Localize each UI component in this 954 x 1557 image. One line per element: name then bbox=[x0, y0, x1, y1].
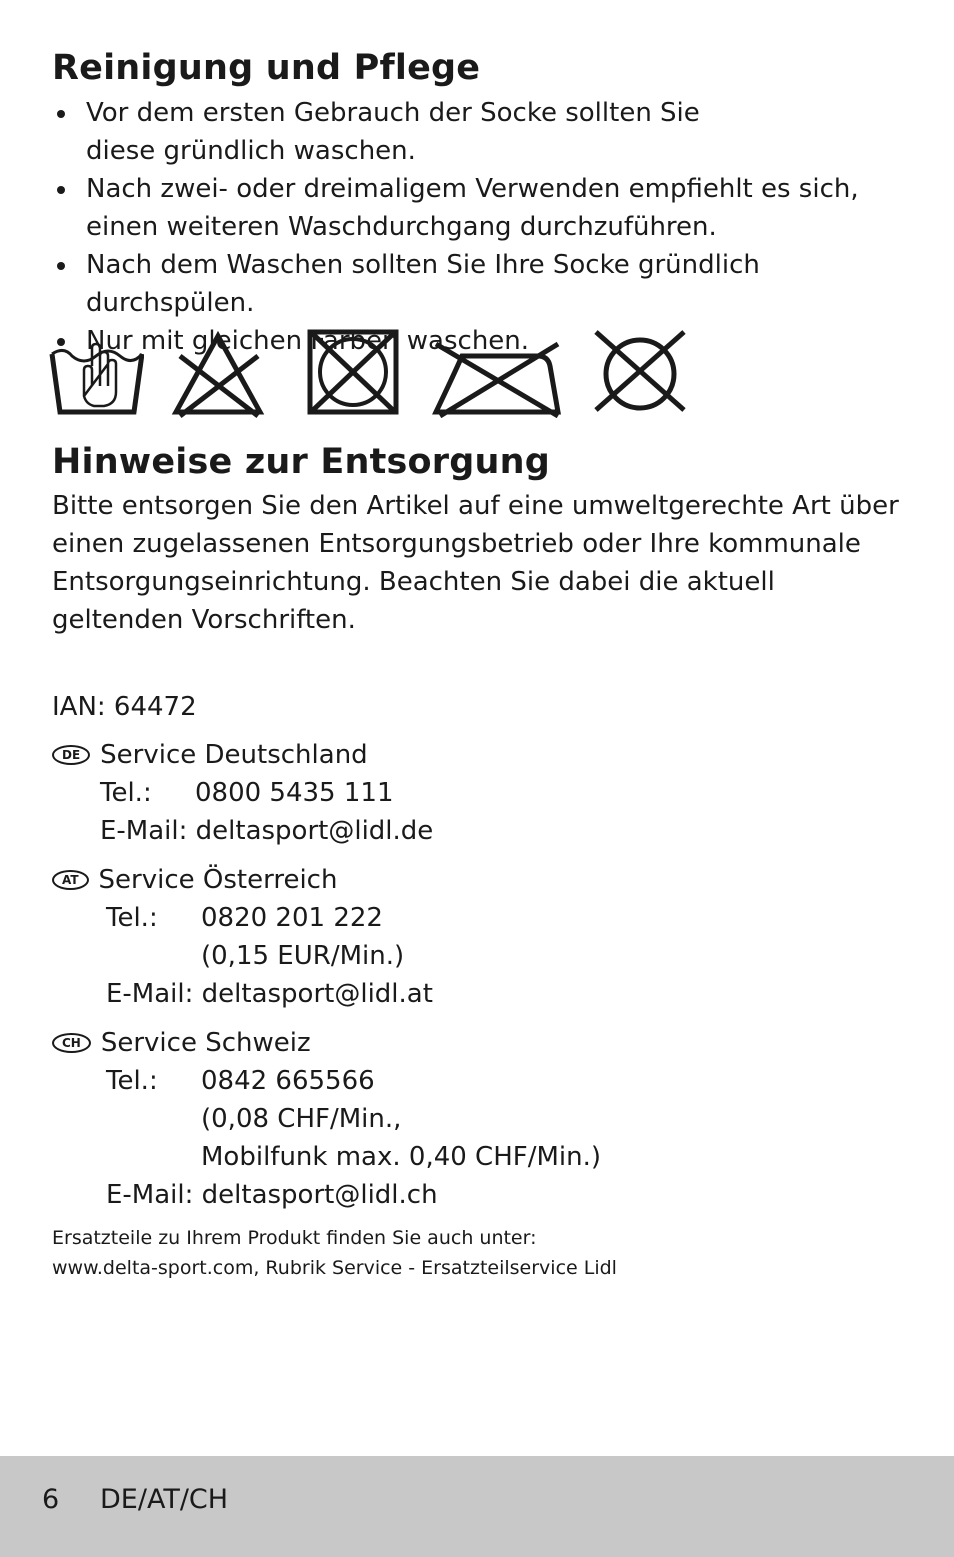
no-tumble-dry-icon bbox=[305, 326, 401, 418]
page-footer bbox=[0, 1456, 954, 1557]
email-address: deltasport@lidl.de bbox=[195, 816, 434, 846]
service-title: Service Österreich bbox=[98, 865, 338, 895]
disposal-heading: Hinweise zur Entsorgung bbox=[52, 442, 551, 482]
tel-number: 0820 201 222 bbox=[201, 903, 383, 933]
service-title: Service Schweiz bbox=[100, 1028, 311, 1058]
service-at bbox=[52, 861, 433, 1013]
tel-label: Tel.: bbox=[106, 903, 158, 933]
list-item: Nach zwei- oder dreimaligem Verwenden empfiehlt es sich, einen weiteren Waschdurchgang durchzuführen. bbox=[52, 170, 936, 246]
no-ironing-icon bbox=[432, 326, 562, 418]
tel-number: 0842 665566 bbox=[201, 1066, 375, 1096]
service-ch bbox=[52, 1024, 601, 1214]
tel-rate-mobile: Mobilfunk max. 0,40 CHF/Min.) bbox=[201, 1142, 602, 1172]
hand-wash-icon bbox=[48, 326, 144, 418]
care-heading: Reinigung und Pflege bbox=[52, 48, 481, 88]
email-label: E-Mail: bbox=[100, 816, 188, 846]
no-bleach-icon bbox=[170, 326, 266, 418]
email-label: E-Mail: bbox=[106, 1180, 194, 1210]
spare-parts-line: Ersatzteile zu Ihrem Produkt finden Sie auch unter: bbox=[52, 1227, 537, 1249]
page-number: 6 bbox=[42, 1484, 60, 1515]
tel-label: Tel.: bbox=[106, 1066, 158, 1096]
country-ch-icon: CH bbox=[52, 1033, 91, 1053]
care-instructions-list bbox=[52, 94, 932, 360]
email-address: deltasport@lidl.at bbox=[201, 979, 433, 1009]
tel-number: 0800 5435 111 bbox=[195, 778, 394, 808]
service-title: Service Deutschland bbox=[100, 740, 368, 770]
list-item: Nach dem Waschen sollten Sie Ihre Socke gründlich durchspülen. bbox=[52, 246, 932, 322]
spare-parts-note bbox=[52, 1223, 617, 1283]
list-item: Nur mit gleichen Farben waschen. bbox=[52, 322, 932, 360]
email-label: E-Mail: bbox=[106, 979, 194, 1009]
list-item: Vor dem ersten Gebrauch der Socke sollten Sie diese gründlich waschen. bbox=[52, 94, 776, 170]
country-de-icon: DE bbox=[52, 745, 90, 765]
disposal-text: Bitte entsorgen Sie den Artikel auf eine umweltgerechte Art über einen zugelassenen Entsorgungsbetrieb oder Ihre kommunale Entsorgungseinrichtung. Beachten Sie dabei die aktuell geltenden Vorschriften. bbox=[52, 491, 899, 635]
no-dry-clean-icon bbox=[590, 326, 690, 418]
email-address: deltasport@lidl.ch bbox=[201, 1180, 438, 1210]
spare-parts-url: www.delta-sport.com, Rubrik Service - Ersatzteilservice Lidl bbox=[52, 1257, 617, 1279]
country-at-icon: AT bbox=[52, 870, 89, 890]
tel-label: Tel.: bbox=[100, 778, 152, 808]
tel-rate: (0,15 EUR/Min.) bbox=[201, 941, 405, 971]
service-de bbox=[52, 736, 433, 850]
tel-rate: (0,08 CHF/Min., bbox=[201, 1104, 402, 1134]
country-codes: DE/AT/CH bbox=[100, 1484, 229, 1515]
ian-number: IAN: 64472 bbox=[52, 692, 197, 722]
